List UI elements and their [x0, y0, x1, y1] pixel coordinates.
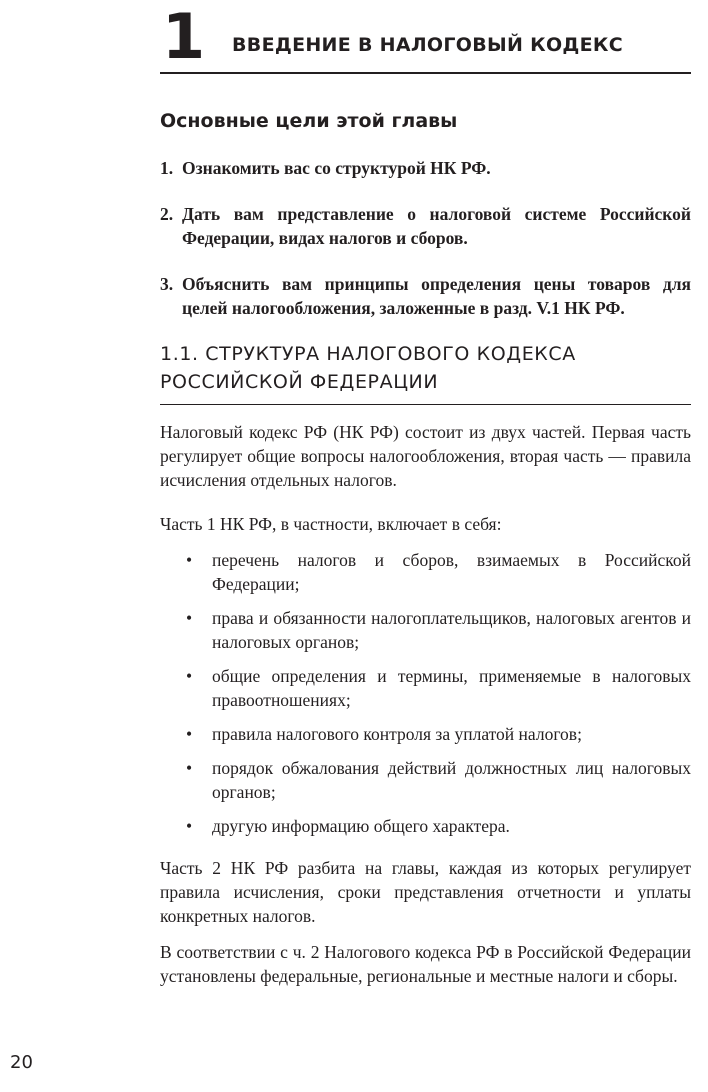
list-item: [160, 814, 691, 838]
list-item-text: перечень налогов и сборов, взимаемых в Российской Федерации;: [212, 550, 691, 594]
list-item: [160, 756, 691, 804]
section-heading-line: РОССИЙСКОЙ ФЕДЕРАЦИИ: [160, 371, 439, 393]
objective-text: Ознакомить вас со структурой НК РФ.: [182, 158, 491, 178]
bullet-icon: •: [186, 608, 193, 628]
section-heading: [160, 340, 691, 405]
bullet-icon: •: [186, 816, 193, 836]
chapter-title: ВВЕДЕНИЕ В НАЛОГОВЫЙ КОДЕКС: [232, 34, 623, 56]
objective-item: [160, 272, 691, 320]
list-item-text: правила налогового контроля за уплатой налогов;: [212, 724, 582, 744]
list-item: [160, 606, 691, 654]
chapter-number: 1: [162, 0, 204, 73]
body-paragraph: Часть 2 НК РФ разбита на главы, каждая из которых регулирует правила исчисления, сроки представления отчетности и уплаты конкретных налогов.: [160, 858, 691, 926]
objective-text: Объяснить вам принципы определения цены товаров для целей налогообложения, заложенные в разд. V.1 НК РФ.: [182, 274, 691, 318]
section-heading-line: 1.1. СТРУКТУРА НАЛОГОВОГО КОДЕКСА: [160, 343, 576, 365]
list-item: [160, 722, 691, 746]
body-paragraph: Налоговый кодекс РФ (НК РФ) состоит из двух частей. Первая часть регулирует общие вопросы налогообложения, вторая часть — правила исчисления отдельных налогов.: [160, 422, 691, 490]
list-item-text: права и обязанности налогоплательщиков, налоговых агентов и налоговых органов;: [212, 608, 691, 652]
bullet-icon: •: [186, 758, 193, 778]
list-item: [160, 664, 691, 712]
objectives-heading: Основные цели этой главы: [160, 110, 458, 132]
bullet-icon: •: [186, 666, 193, 686]
list-item-text: порядок обжалования действий должностных лиц налоговых органов;: [212, 758, 691, 802]
objective-item: [160, 202, 691, 250]
list-item-text: общие определения и термины, применяемые в налоговых правоотношениях;: [212, 666, 691, 710]
body-paragraph: Часть 1 НК РФ, в частности, включает в себя:: [160, 514, 502, 534]
objective-number: 1.: [160, 158, 174, 178]
objective-text: Дать вам представление о налоговой системе Российской Федерации, видах налогов и сборов.: [182, 204, 691, 248]
list-item: [160, 548, 691, 596]
page-number: 20: [10, 1052, 33, 1073]
objective-item: [160, 156, 691, 180]
bullet-icon: •: [186, 724, 193, 744]
body-paragraph: В соответствии с ч. 2 Налогового кодекса РФ в Российской Федерации установлены федеральные, региональные и местные налоги и сборы.: [160, 942, 691, 986]
list-item-text: другую информацию общего характера.: [212, 816, 510, 836]
objective-number: 3.: [160, 274, 174, 294]
chapter-header: [160, 0, 691, 74]
bullet-icon: •: [186, 550, 193, 570]
objective-number: 2.: [160, 204, 174, 224]
